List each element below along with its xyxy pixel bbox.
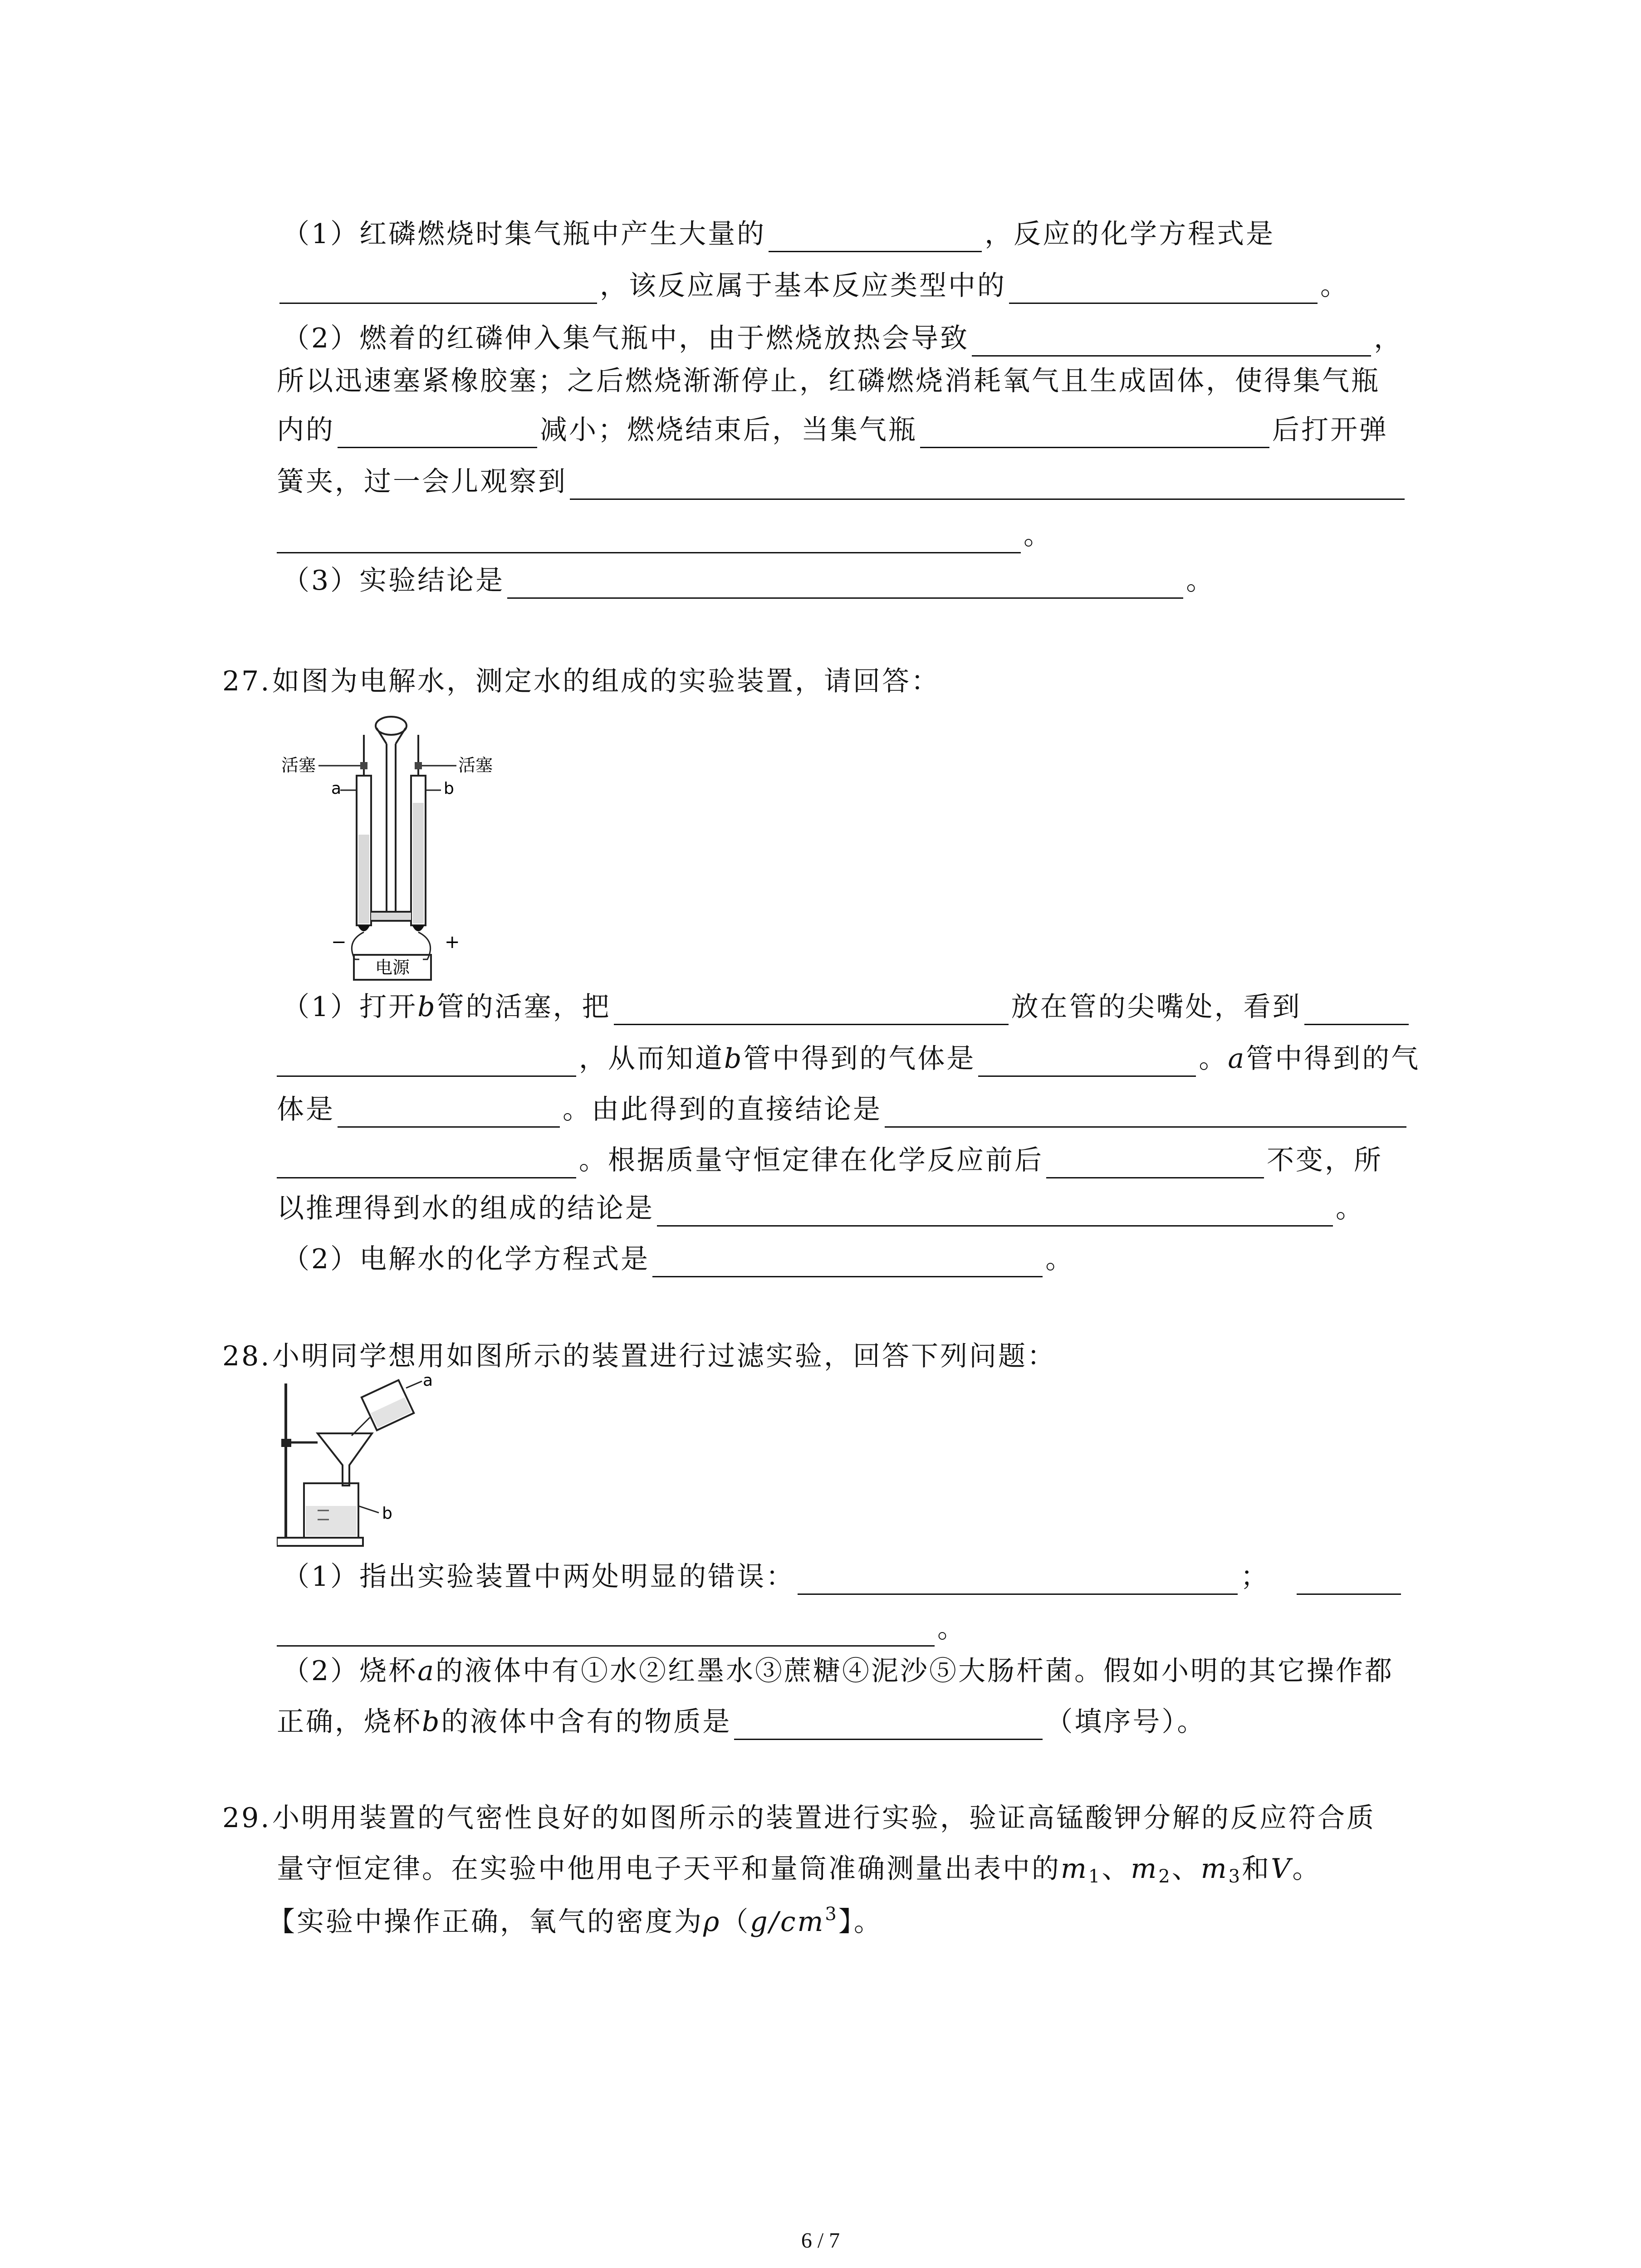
q27-blank-electrolysis-equation[interactable] bbox=[652, 1244, 1043, 1277]
q26-part2-line5: 。 bbox=[277, 517, 1053, 553]
q27-blank-water-composition[interactable] bbox=[657, 1193, 1333, 1227]
beaker-b-label: b bbox=[382, 1504, 392, 1523]
q27-blank-gas-b[interactable] bbox=[978, 1044, 1196, 1077]
tube-a-water bbox=[358, 835, 369, 924]
q26-blank-observation-1[interactable] bbox=[570, 467, 1405, 500]
q27-blank-test-object[interactable] bbox=[614, 992, 1009, 1025]
q29-stem-line2: 量守恒定律。在实验中他用电子天平和量筒准确测量出表中的$m_1$、$m_2$、$m_3$和V。 bbox=[277, 1853, 1322, 1887]
q26-part1-line2: ，该反应属于基本反应类型中的 。 bbox=[277, 268, 1349, 304]
q26-part2-line1: （2）燃着的红磷伸入集气瓶中，由于燃烧放热会导致 ， bbox=[282, 320, 1403, 357]
q27-part1-line1: （1）打开b管的活塞，把 放在管的尖嘴处，看到 bbox=[282, 989, 1411, 1025]
stopcock-right-label: 活塞 bbox=[458, 755, 493, 775]
q29-stem-line1 bbox=[222, 1800, 1376, 1836]
q26-blank-cooled[interactable] bbox=[920, 415, 1269, 448]
q27-part1-line3: 体是 。由此得到的直接结论是 bbox=[277, 1091, 1409, 1128]
q29-stem-text: 小明用装置的气密性良好的如图所示的装置进行实验，验证高锰酸钾分解的反应符合质 bbox=[272, 1802, 1376, 1834]
reservoir-bulb bbox=[376, 717, 407, 735]
q28-part2-line1: （2）烧杯a的液体中有①水②红墨水③蔗糖④泥沙⑤大肠杆菌。假如小明的其它操作都 bbox=[282, 1655, 1394, 1687]
q26-part3-line: （3）实验结论是 。 bbox=[282, 562, 1215, 599]
q26-blank-conclusion[interactable] bbox=[507, 566, 1183, 599]
q27-blank-direct-conclusion-1[interactable] bbox=[885, 1095, 1406, 1128]
q28-blank-error-2a[interactable] bbox=[1297, 1562, 1401, 1595]
q28-part1-line2: 。 bbox=[277, 1610, 966, 1647]
electrolysis-apparatus-figure bbox=[272, 703, 526, 984]
q27-part1-line2: ，从而知道b管中得到的气体是 。a管中得到的气 bbox=[277, 1041, 1420, 1077]
beaker-a-label: a bbox=[423, 1374, 433, 1390]
q28-blank-error-1[interactable] bbox=[798, 1562, 1238, 1595]
q26-part2-text: （2）燃着的红磷伸入集气瓶中，由于燃烧放热会导致 bbox=[282, 323, 970, 354]
q29-number: 29. bbox=[222, 1802, 271, 1834]
stopcock-left-label: 活塞 bbox=[281, 755, 316, 775]
tube-a-label: a bbox=[331, 779, 342, 798]
q26-part1-line1 bbox=[282, 216, 1275, 252]
q26-blank-equation[interactable] bbox=[279, 271, 597, 304]
tube-b-label: b bbox=[444, 779, 454, 798]
q26-blank-reaction-type[interactable] bbox=[1009, 271, 1318, 304]
q27-blank-phenomenon-2[interactable] bbox=[277, 1044, 576, 1077]
q28-number: 28. bbox=[222, 1340, 271, 1372]
q26-blank-product[interactable] bbox=[769, 219, 982, 252]
page-number: 6 / 7 bbox=[801, 2229, 840, 2253]
negative-terminal-label: − bbox=[331, 932, 347, 953]
funnel bbox=[318, 1433, 372, 1486]
q27-stem bbox=[222, 663, 940, 699]
stand-base bbox=[277, 1538, 363, 1546]
q27-stem-text: 如图为电解水，测定水的组成的实验装置，请回答： bbox=[272, 665, 940, 697]
q27-part1-line4: 。根据质量守恒定律在化学反应前后 不变，所 bbox=[277, 1142, 1383, 1178]
q26-part2-text2: 所以迅速塞紧橡胶塞；之后燃烧渐渐停止，红磷燃烧消耗氧气且生成固体，使得集气瓶 bbox=[277, 365, 1380, 397]
stopcock-a[interactable] bbox=[360, 762, 367, 769]
positive-terminal-label: + bbox=[445, 932, 460, 953]
q28-stem bbox=[222, 1338, 1056, 1374]
filtration-apparatus-figure bbox=[277, 1374, 440, 1556]
stopcock-b[interactable] bbox=[415, 762, 422, 769]
q26-part2-line2 bbox=[277, 363, 1380, 399]
q27-blank-gas-a[interactable] bbox=[338, 1095, 560, 1128]
q27-part1-line5: 以推理得到水的组成的结论是 。 bbox=[277, 1190, 1365, 1227]
q26-blank-pressure[interactable] bbox=[338, 415, 537, 448]
q26-part2-line3: 内的 减小；燃烧结束后，当集气瓶 后打开弹 bbox=[277, 412, 1388, 448]
q28-part2-line2: 正确，烧杯b的液体中含有的物质是 （填序号）。 bbox=[277, 1704, 1206, 1740]
power-supply-label: 电源 bbox=[375, 958, 410, 978]
q26-part1-text2: ，反应的化学方程式是 bbox=[985, 218, 1275, 250]
q27-number: 27. bbox=[222, 665, 271, 697]
q26-blank-observation-2[interactable] bbox=[277, 520, 1021, 553]
q27-blank-direct-conclusion-2[interactable] bbox=[277, 1145, 576, 1178]
q29-note-line: 【实验中操作正确，氧气的密度为$\rho(g/cm^3$】。 bbox=[268, 1904, 883, 1938]
q28-blank-substances[interactable] bbox=[734, 1707, 1043, 1740]
q28-blank-error-2b[interactable] bbox=[277, 1613, 935, 1647]
q27-blank-conserved-quantity[interactable] bbox=[1046, 1145, 1264, 1178]
q27-part2-line: （2）电解水的化学方程式是 。 bbox=[282, 1241, 1074, 1277]
q28-stem-text: 小明同学想用如图所示的装置进行过滤实验，回答下列问题： bbox=[272, 1340, 1056, 1372]
q26-blank-heat-effect[interactable] bbox=[972, 323, 1371, 357]
tube-b-water bbox=[413, 803, 424, 924]
q26-part1-text3: ，该反应属于基本反应类型中的 bbox=[600, 270, 1006, 302]
q27-blank-phenomenon-1[interactable] bbox=[1304, 992, 1409, 1025]
q28-part1-line1: （1）指出实验装置中两处明显的错误： ； bbox=[282, 1559, 1404, 1595]
q26-part1-text: （1）红磷燃烧时集气瓶中产生大量的 bbox=[282, 218, 766, 250]
q26-part2-line4: 簧夹，过一会儿观察到 bbox=[277, 464, 1407, 500]
